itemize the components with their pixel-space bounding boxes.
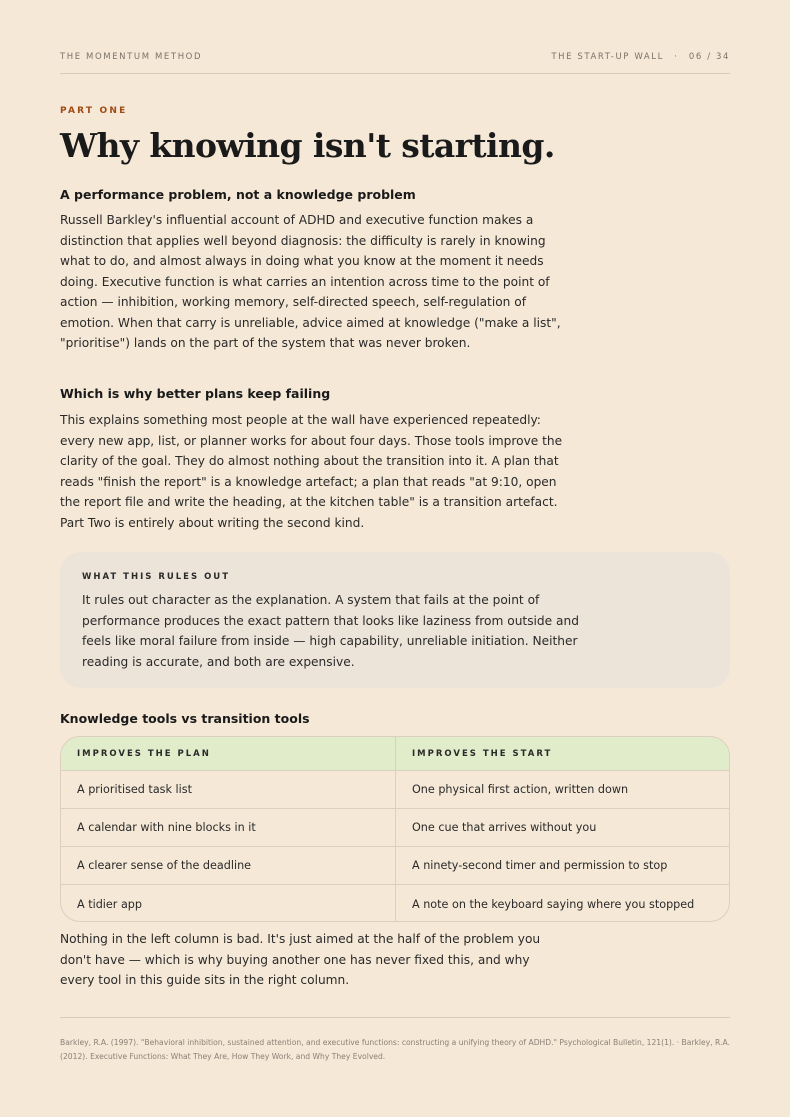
table-header-row [61, 737, 729, 770]
callout-box [60, 552, 730, 688]
callout-body: It rules out character as the explanation. A system that fails at the point of performance produces the exact pattern that looks like laziness from outside and feels like moral failure from inside — high capability, unreliable initiation. Neither reading is accurate, and both are expensive. [82, 593, 579, 669]
table-heading: Knowledge tools vs transition tools [60, 711, 310, 726]
table-cell: A calendar with nine blocks in it [77, 821, 256, 834]
footer-divider [60, 1017, 730, 1018]
table-row [61, 884, 729, 922]
running-head [60, 52, 730, 62]
running-head-separator: · [674, 52, 679, 62]
callout-label: WHAT THIS RULES OUT [82, 572, 230, 582]
section-body-performance: Russell Barkley's influential account of ADHD and executive function makes a distinction that applies well beyond diagnosis: the difficulty is rarely in knowing what to do, and almost always in doing what you know at the moment it needs doing. Executive function is what carries an intention across time to the point of action — inhibition, working memory, self-directed speech, self-regulation of emotion. When that carry is unreliable, advice aimed at knowledge ("make a list", "prioritise") lands on the part of the system that was never broken. [60, 213, 561, 350]
section-heading-plans: Which is why better plans keep failing [60, 386, 331, 401]
table-cell: A tidier app [77, 897, 143, 911]
table-row [61, 846, 729, 884]
page-title: Why knowing isn't starting. [60, 126, 555, 165]
running-head-right [551, 52, 730, 62]
table-cell: One cue that arrives without you [395, 809, 729, 846]
section-heading-performance: A performance problem, not a knowledge problem [60, 187, 416, 202]
closing-paragraph: Nothing in the left column is bad. It's just aimed at the half of the problem you don't have — which is why buying another one has never fixed this, and why every tool in this guide sits in the right column. [60, 932, 541, 987]
column-header-plan: IMPROVES THE PLAN [77, 748, 211, 759]
references-footnote: Barkley, R.A. (1997). "Behavioral inhibition, sustained attention, and executive functions: constructing a unifying theory of ADHD." Psychological Bulletin, 121(1). · Barkley, R.A. (2012). Executive Functions: What They Are, How They Work, and Why They Evolved. [60, 1038, 730, 1061]
table-row [61, 808, 729, 846]
table-cell: One physical first action, written down [395, 771, 729, 808]
section-body-plans: This explains something most people at the wall have experienced repeatedly: every new app, list, or planner works for about four days. Those tools improve the clarity of the goal. They do almost nothing about the transition into it. A plan that reads "finish the report" is a knowledge artefact; a plan that reads "at 9:10, open the report file and write the heading, at the kitchen table" is a transition artefact. Part Two is entirely about writing the second kind. [60, 413, 563, 530]
table-cell: A clearer sense of the deadline [77, 859, 252, 872]
page-number: 06 / 34 [688, 52, 730, 62]
running-head-section: THE START-UP WALL [551, 52, 664, 62]
header-divider [60, 73, 730, 74]
column-header-start: IMPROVES THE START [395, 737, 729, 770]
table-cell: A ninety-second timer and permission to stop [395, 847, 729, 884]
table-cell: A prioritised task list [77, 783, 192, 796]
comparison-table [60, 736, 730, 922]
running-head-title: THE MOMENTUM METHOD [60, 52, 203, 62]
table-row [61, 770, 729, 808]
part-kicker: PART ONE [60, 106, 128, 116]
table-cell: A note on the keyboard saying where you stopped [395, 885, 729, 922]
